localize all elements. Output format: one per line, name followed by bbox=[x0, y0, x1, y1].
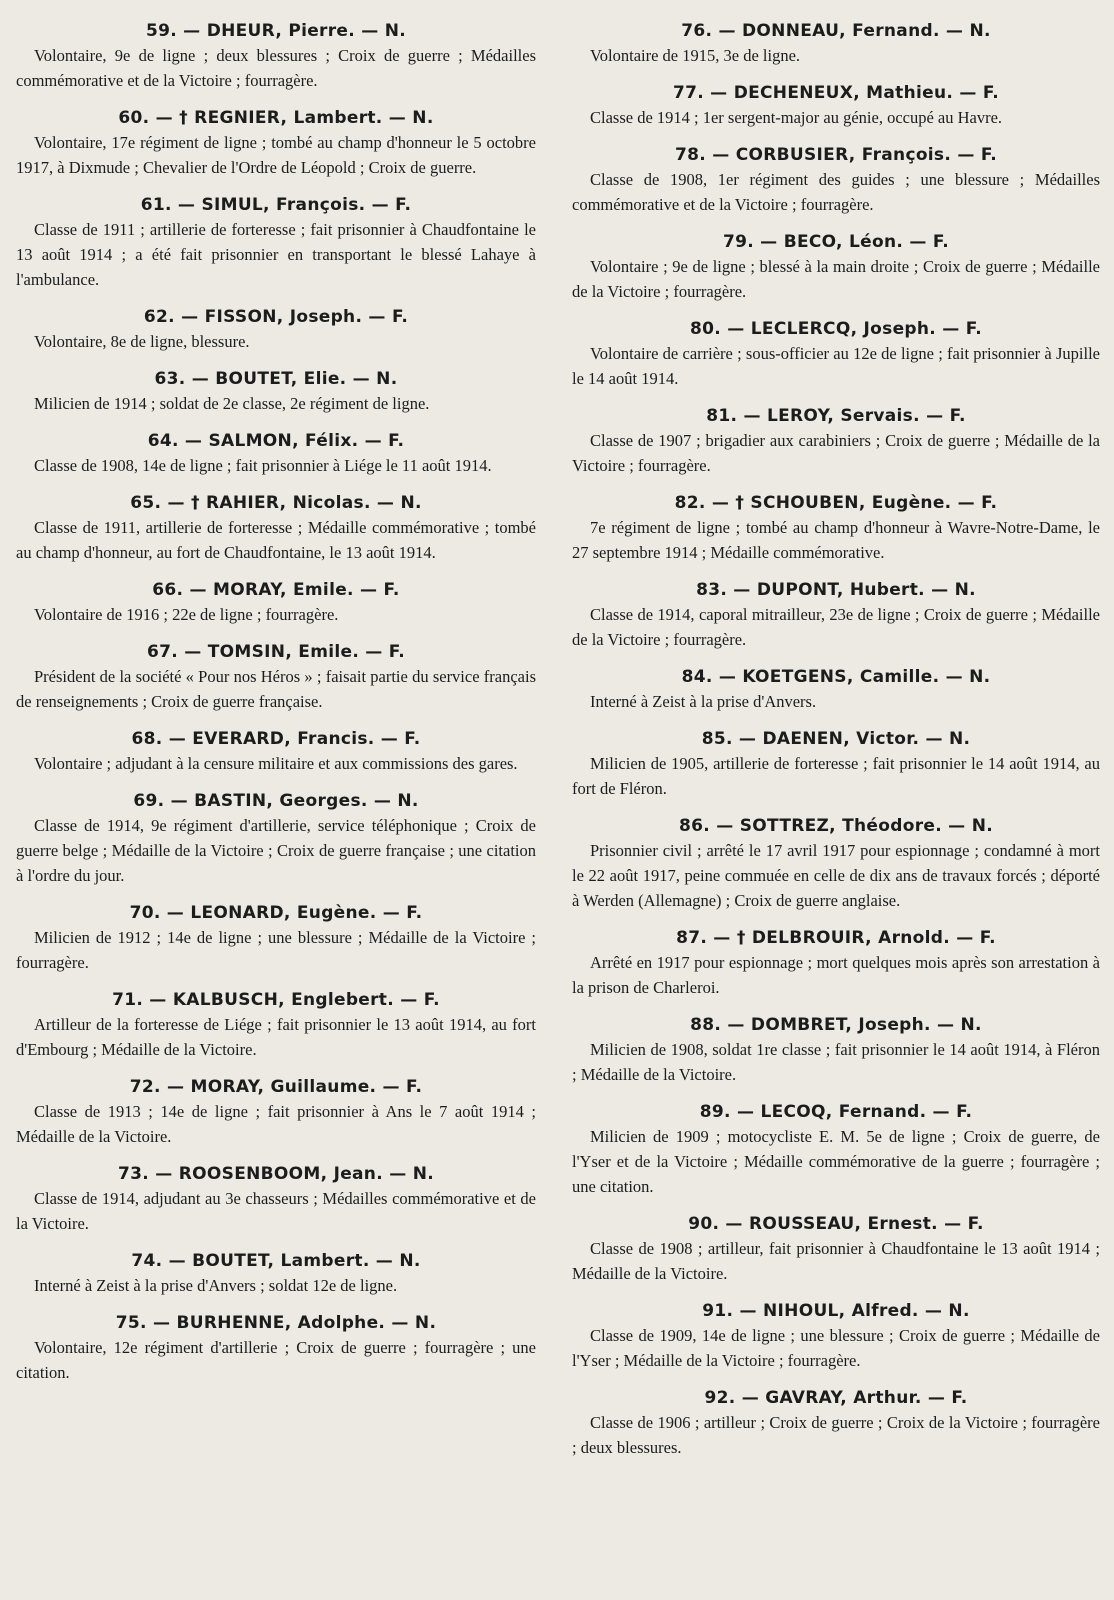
entry-heading: 66. — MORAY, Emile. — F. bbox=[152, 580, 400, 600]
entry-text: Président de la société « Pour nos Héros » ; faisait partie du service français de renseignements ; Croix de guerre française. bbox=[16, 667, 536, 711]
entry-heading: 73. — ROOSENBOOM, Jean. — N. bbox=[118, 1164, 434, 1184]
entry bbox=[16, 902, 536, 975]
entry bbox=[572, 82, 1100, 130]
entry-text: Classe de 1914 ; 1er sergent-major au génie, occupé au Havre. bbox=[590, 108, 1003, 127]
right-column bbox=[572, 20, 1100, 1600]
entry-heading: 68. — EVERARD, Francis. — F. bbox=[131, 729, 421, 749]
entry bbox=[16, 579, 536, 627]
entry-heading: 63. — BOUTET, Elie. — N. bbox=[154, 369, 398, 389]
entry-text: Volontaire ; 9e de ligne ; blessé à la main droite ; Croix de guerre ; Médaille de la Victoire ; fourragère. bbox=[572, 257, 1100, 301]
entry-heading: 77. — DECHENEUX, Mathieu. — F. bbox=[672, 83, 1000, 103]
entry-text: Classe de 1908, 1er régiment des guides ; une blessure ; Médailles commémorative et de la Victoire ; fourragère. bbox=[572, 170, 1100, 214]
entry-heading: 69. — BASTIN, Georges. — N. bbox=[133, 791, 419, 811]
entry-heading: 59. — DHEUR, Pierre. — N. bbox=[145, 21, 407, 41]
entry-text: Classe de 1914, adjudant au 3e chasseurs ; Médailles commémorative et de la Victoire. bbox=[16, 1189, 536, 1233]
entry bbox=[572, 1101, 1100, 1199]
entry-text: Classe de 1906 ; artilleur ; Croix de guerre ; Croix de la Victoire ; fourragère ; deux blessures. bbox=[572, 1413, 1100, 1457]
entry bbox=[572, 1300, 1100, 1373]
entry bbox=[16, 728, 536, 776]
entry-text: Volontaire, 9e de ligne ; deux blessures ; Croix de guerre ; Médailles commémorative et de la Victoire ; fourragère. bbox=[16, 46, 536, 90]
entry bbox=[16, 368, 536, 416]
entry bbox=[572, 492, 1100, 565]
entry bbox=[572, 20, 1100, 68]
entry-text: Volontaire de carrière ; sous-officier au 12e de ligne ; fait prisonnier à Jupille le 14 août 1914. bbox=[572, 344, 1100, 388]
entry-text: Interné à Zeist à la prise d'Anvers ; soldat 12e de ligne. bbox=[34, 1276, 398, 1295]
entry-heading: 79. — BECO, Léon. — F. bbox=[722, 232, 950, 252]
entry-heading: 70. — LEONARD, Eugène. — F. bbox=[129, 903, 423, 923]
entry-heading: 81. — LEROY, Servais. — F. bbox=[706, 406, 966, 426]
entry-heading: 92. — GAVRAY, Arthur. — F. bbox=[704, 1388, 968, 1408]
entry-text: Classe de 1913 ; 14e de ligne ; fait prisonnier à Ans le 7 août 1914 ; Médaille de la Victoire. bbox=[16, 1102, 536, 1146]
entry-text: Volontaire de 1916 ; 22e de ligne ; fourragère. bbox=[34, 605, 339, 624]
entry-heading: 83. — DUPONT, Hubert. — N. bbox=[696, 580, 976, 600]
entry-heading: 71. — KALBUSCH, Englebert. — F. bbox=[112, 990, 440, 1010]
entry bbox=[572, 1014, 1100, 1087]
entry-heading: 88. — DOMBRET, Joseph. — N. bbox=[690, 1015, 982, 1035]
entry-text: Volontaire ; adjudant à la censure militaire et aux commissions des gares. bbox=[34, 754, 518, 773]
entry bbox=[16, 194, 536, 292]
entry-heading: 76. — DONNEAU, Fernand. — N. bbox=[681, 21, 991, 41]
entry bbox=[16, 492, 536, 565]
entry-heading: 91. — NIHOUL, Alfred. — N. bbox=[702, 1301, 970, 1321]
entry-text: Classe de 1914, caporal mitrailleur, 23e de ligne ; Croix de guerre ; Médaille de la Victoire ; fourragère. bbox=[572, 605, 1100, 649]
entry-text: Classe de 1908, 14e de ligne ; fait prisonnier à Liége le 11 août 1914. bbox=[34, 456, 492, 475]
entry bbox=[572, 666, 1100, 714]
entry bbox=[572, 1213, 1100, 1286]
entry bbox=[16, 1312, 536, 1385]
entry-heading: 86. — SOTTREZ, Théodore. — N. bbox=[679, 816, 993, 836]
entry-heading: 82. — † SCHOUBEN, Eugène. — F. bbox=[674, 493, 998, 513]
entry-text: Interné à Zeist à la prise d'Anvers. bbox=[590, 692, 817, 711]
entry-text: Prisonnier civil ; arrêté le 17 avril 1917 pour espionnage ; condamné à mort le 22 août 1917, peine commuée en celle de dix ans de travaux forcés ; déporté à Werden (Allemagne) ; Croix de guerre anglaise. bbox=[572, 841, 1100, 910]
entry-heading: 74. — BOUTET, Lambert. — N. bbox=[131, 1251, 421, 1271]
entry-text: Classe de 1908 ; artilleur, fait prisonnier à Chaudfontaine le 13 août 1914 ; Médaille de la Victoire. bbox=[572, 1239, 1100, 1283]
entry bbox=[16, 1076, 536, 1149]
entry-heading: 60. — † REGNIER, Lambert. — N. bbox=[118, 108, 434, 128]
entry bbox=[572, 318, 1100, 391]
entry-heading: 89. — LECOQ, Fernand. — F. bbox=[699, 1102, 973, 1122]
entry-heading: 65. — † RAHIER, Nicolas. — N. bbox=[130, 493, 422, 513]
entry-text: Volontaire, 12e régiment d'artillerie ; Croix de guerre ; fourragère ; une citation. bbox=[16, 1338, 536, 1382]
entry-heading: 78. — CORBUSIER, François. — F. bbox=[674, 145, 998, 165]
entry bbox=[572, 927, 1100, 1000]
entry bbox=[572, 815, 1100, 913]
entry bbox=[16, 107, 536, 180]
entry bbox=[16, 430, 536, 478]
entry-heading: 64. — SALMON, Félix. — F. bbox=[147, 431, 405, 451]
entry-text: Volontaire de 1915, 3e de ligne. bbox=[590, 46, 801, 65]
entry-text: Volontaire, 8e de ligne, blessure. bbox=[34, 332, 250, 351]
entry bbox=[572, 144, 1100, 217]
entry bbox=[16, 306, 536, 354]
entry-heading: 84. — KOETGENS, Camille. — N. bbox=[681, 667, 991, 687]
entry bbox=[16, 989, 536, 1062]
entry-text: Classe de 1909, 14e de ligne ; une blessure ; Croix de guerre ; Médaille de l'Yser ; Médaille de la Victoire ; fourragère. bbox=[572, 1326, 1100, 1370]
entry bbox=[572, 1387, 1100, 1460]
entry-text: Classe de 1907 ; brigadier aux carabiniers ; Croix de guerre ; Médaille de la Victoire ; fourragère. bbox=[572, 431, 1100, 475]
entry-text: Classe de 1911, artillerie de forteresse ; Médaille commémorative ; tombé au champ d'honneur, au fort de Chaudfontaine, le 13 août 1914. bbox=[16, 518, 536, 562]
entry bbox=[572, 405, 1100, 478]
left-column bbox=[16, 20, 536, 1600]
entry bbox=[16, 790, 536, 888]
entry-heading: 62. — FISSON, Joseph. — F. bbox=[143, 307, 409, 327]
entry-heading: 75. — BURHENNE, Adolphe. — N. bbox=[115, 1313, 437, 1333]
entry-heading: 85. — DAENEN, Victor. — N. bbox=[701, 729, 971, 749]
entry-heading: 80. — LECLERCQ, Joseph. — F. bbox=[690, 319, 982, 339]
entry-text: Milicien de 1909 ; motocycliste E. M. 5e de ligne ; Croix de guerre, de l'Yser et de la Victoire ; Médaille commémorative de la guerre ; fourragère ; une citation. bbox=[572, 1127, 1100, 1196]
entry-text: Artilleur de la forteresse de Liége ; fait prisonnier le 13 août 1914, au fort d'Embourg ; Médaille de la Victoire. bbox=[16, 1015, 536, 1059]
entry-text: Volontaire, 17e régiment de ligne ; tombé au champ d'honneur le 5 octobre 1917, à Dixmude ; Chevalier de l'Ordre de Léopold ; Croix de guerre. bbox=[16, 133, 536, 177]
entry-text: Classe de 1911 ; artillerie de forteresse ; fait prisonnier à Chaudfontaine le 13 août 1914 ; a été fait prisonnier en transportant le blessé Lahaye à l'ambulance. bbox=[16, 220, 536, 289]
entry-text: Milicien de 1912 ; 14e de ligne ; une blessure ; Médaille de la Victoire ; fourragère. bbox=[16, 928, 536, 972]
entry-text: Milicien de 1908, soldat 1re classe ; fait prisonnier le 14 août 1914, à Fléron ; Médaille de la Victoire. bbox=[572, 1040, 1100, 1084]
entry-text: Milicien de 1905, artillerie de forteresse ; fait prisonnier le 14 août 1914, au fort de Fléron. bbox=[572, 754, 1100, 798]
entry-heading: 90. — ROUSSEAU, Ernest. — F. bbox=[688, 1214, 984, 1234]
entry bbox=[572, 728, 1100, 801]
entry bbox=[572, 231, 1100, 304]
entry-text: Arrêté en 1917 pour espionnage ; mort quelques mois après son arrestation à la prison de Charleroi. bbox=[572, 953, 1100, 997]
entry-heading: 72. — MORAY, Guillaume. — F. bbox=[129, 1077, 423, 1097]
entry-heading: 67. — TOMSIN, Emile. — F. bbox=[147, 642, 405, 662]
entry bbox=[16, 641, 536, 714]
entry-heading: 87. — † DELBROUIR, Arnold. — F. bbox=[676, 928, 996, 948]
entry bbox=[16, 20, 536, 93]
entry-text: 7e régiment de ligne ; tombé au champ d'honneur à Wavre-Notre-Dame, le 27 septembre 1914 ; Médaille commémorative. bbox=[572, 518, 1100, 562]
entry bbox=[572, 579, 1100, 652]
entry-text: Milicien de 1914 ; soldat de 2e classe, 2e régiment de ligne. bbox=[34, 394, 430, 413]
entry bbox=[16, 1250, 536, 1298]
entry-heading: 61. — SIMUL, François. — F. bbox=[140, 195, 412, 215]
entry bbox=[16, 1163, 536, 1236]
entry-text: Classe de 1914, 9e régiment d'artillerie, service téléphonique ; Croix de guerre belge ; Médaille de la Victoire ; Croix de guerre française ; une citation à l'ordre du jour. bbox=[16, 816, 536, 885]
